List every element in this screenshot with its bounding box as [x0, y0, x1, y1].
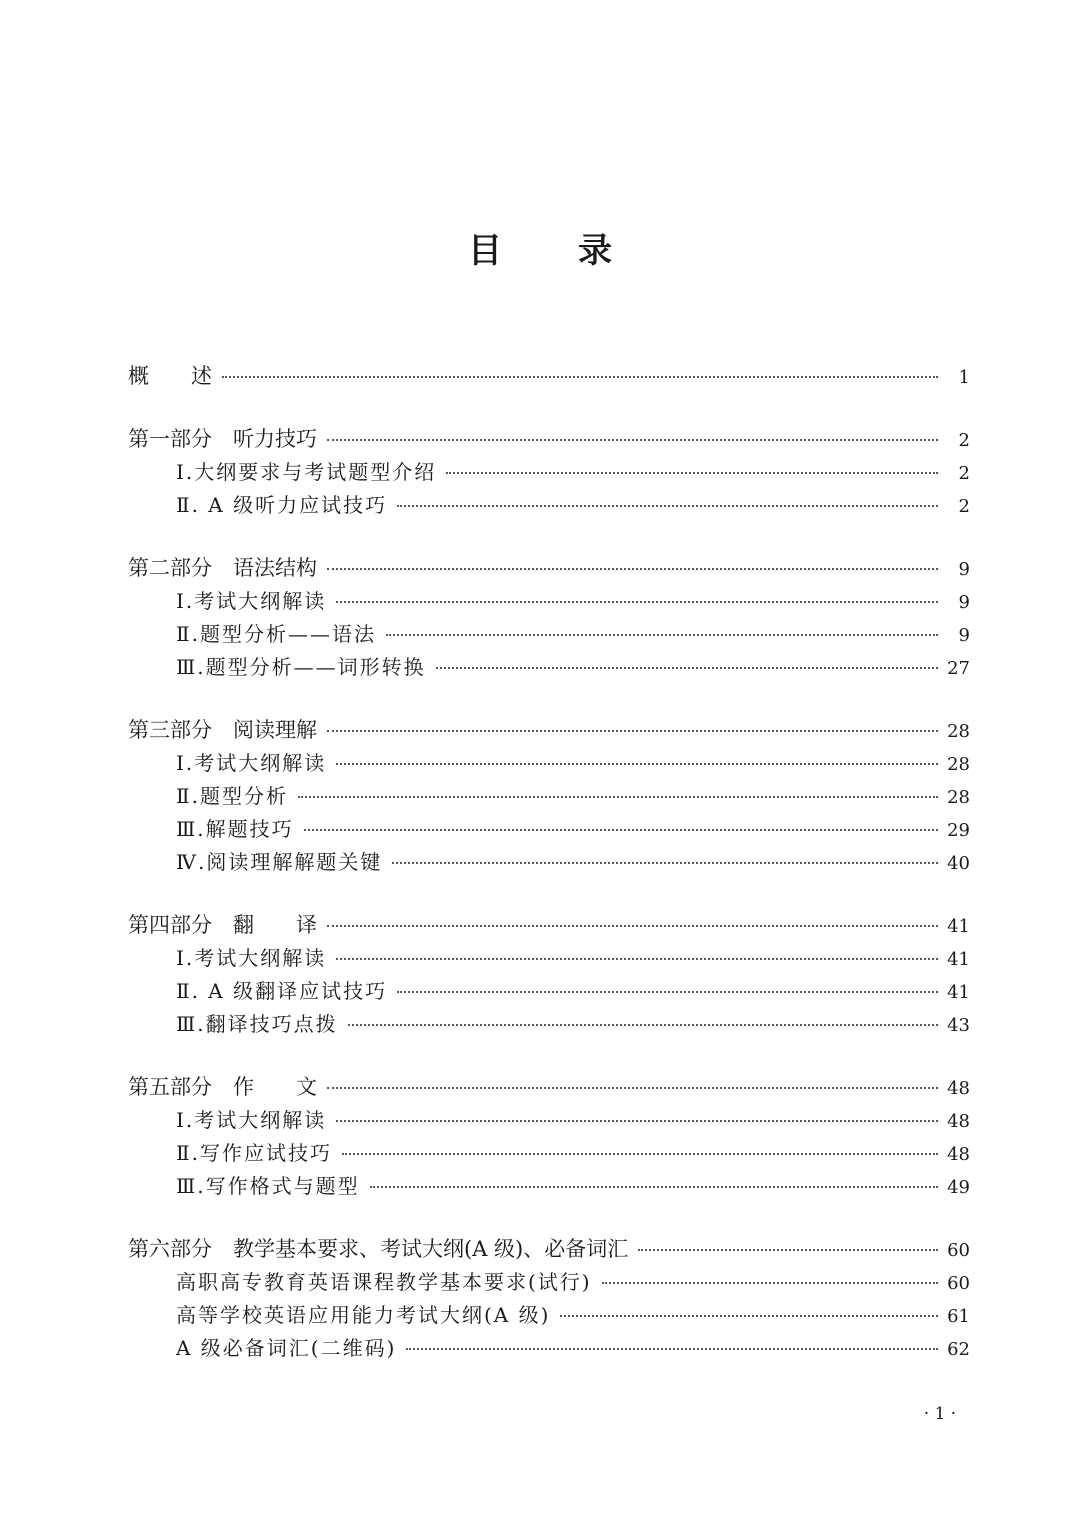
- toc-item-row[interactable]: [128, 618, 970, 651]
- toc-leader-dots: [327, 730, 938, 732]
- toc-page-number: 49: [947, 1177, 970, 1198]
- page-footer-number: · 1 ·: [923, 1404, 957, 1424]
- toc-leader-dots: [342, 1153, 938, 1155]
- toc-item-row[interactable]: [128, 846, 970, 879]
- toc-item-row[interactable]: [128, 1299, 970, 1332]
- toc-heading-row[interactable]: [128, 423, 970, 456]
- toc-leader-dots: [638, 1249, 938, 1251]
- page-title: 目录: [468, 231, 688, 271]
- toc-leader-dots: [446, 472, 938, 474]
- toc-item-label: Ⅰ.大纲要求与考试题型介绍: [176, 460, 437, 484]
- toc-item-label: Ⅱ.写作应试技巧: [176, 1141, 332, 1165]
- toc-page-number: 29: [947, 820, 970, 841]
- toc-section-syllabus: [128, 1233, 970, 1365]
- toc-leader-dots: [304, 829, 938, 831]
- toc-item-label: Ⅲ.题型分析——词形转换: [176, 655, 426, 679]
- toc-page-number: 48: [947, 1078, 970, 1099]
- toc-heading-label: 第五部分 作 文: [128, 1075, 317, 1099]
- toc-heading-row[interactable]: [128, 1233, 970, 1266]
- toc-leader-dots: [336, 1120, 938, 1122]
- toc-item-label: Ⅰ.考试大纲解读: [176, 751, 327, 775]
- toc-leader-dots: [370, 1186, 938, 1188]
- toc-item-row[interactable]: [128, 747, 970, 780]
- toc-item-label: Ⅲ.翻译技巧点拨: [176, 1012, 338, 1036]
- toc-leader-dots: [397, 505, 938, 507]
- toc-page-number: 41: [947, 916, 970, 937]
- toc-item-row[interactable]: [128, 975, 970, 1008]
- toc-item-label: Ⅰ.考试大纲解读: [176, 589, 327, 613]
- toc-page-number: 43: [947, 1015, 970, 1036]
- toc-item-row[interactable]: [128, 585, 970, 618]
- toc-leader-dots: [298, 796, 938, 798]
- toc-heading-label: 第四部分 翻 译: [128, 913, 317, 937]
- toc-page-number: 41: [947, 982, 970, 1003]
- toc-item-label: Ⅲ.写作格式与题型: [176, 1174, 360, 1198]
- toc-item-row[interactable]: [128, 1104, 970, 1137]
- toc-page-number: 62: [947, 1339, 970, 1360]
- toc-item-row[interactable]: [128, 813, 970, 846]
- toc-leader-dots: [560, 1315, 938, 1317]
- toc-item-row[interactable]: [128, 942, 970, 975]
- toc-section-overview: [128, 360, 970, 393]
- toc-page-number: 28: [947, 721, 970, 742]
- toc-page-number: 9: [958, 625, 970, 646]
- toc-page-number: 2: [958, 463, 970, 484]
- toc-item-row[interactable]: [128, 456, 970, 489]
- toc-item-label: A 级必备词汇(二维码): [176, 1336, 397, 1360]
- toc-leader-dots: [222, 376, 938, 378]
- toc-leader-dots: [397, 991, 938, 993]
- toc-heading-row[interactable]: [128, 714, 970, 747]
- toc-page-number: 61: [947, 1306, 970, 1327]
- toc-page-number: 1: [958, 367, 970, 388]
- toc-item-label: Ⅱ. A 级听力应试技巧: [176, 493, 388, 517]
- toc-page-number: 9: [958, 592, 970, 613]
- toc-heading-label: 概 述: [128, 364, 212, 388]
- toc-page-number: 28: [947, 787, 970, 808]
- toc-page-number: 41: [947, 949, 970, 970]
- toc-page-number: 9: [958, 559, 970, 580]
- toc-leader-dots: [327, 925, 938, 927]
- toc-leader-dots: [392, 862, 938, 864]
- toc-section-translation: [128, 909, 970, 1041]
- toc-leader-dots: [336, 763, 938, 765]
- toc-leader-dots: [336, 958, 938, 960]
- toc-heading-label: 第三部分 阅读理解: [128, 718, 317, 742]
- toc-item-label: Ⅰ.考试大纲解读: [176, 946, 327, 970]
- toc-item-label: 高等学校英语应用能力考试大纲(A 级): [176, 1303, 551, 1327]
- toc-item-row[interactable]: [128, 1266, 970, 1299]
- toc-section-grammar: [128, 552, 970, 684]
- toc-item-row[interactable]: [128, 1170, 970, 1203]
- toc-item-label: 高职高专教育英语课程教学基本要求(试行): [176, 1270, 592, 1294]
- toc-item-row[interactable]: [128, 780, 970, 813]
- toc-heading-row[interactable]: [128, 552, 970, 585]
- toc-page-number: 28: [947, 754, 970, 775]
- toc-item-label: Ⅲ.解题技巧: [176, 817, 294, 841]
- toc-page-number: 60: [947, 1273, 970, 1294]
- toc-item-row[interactable]: [128, 651, 970, 684]
- toc-page-number: 40: [947, 853, 970, 874]
- toc-leader-dots: [348, 1024, 938, 1026]
- toc-leader-dots: [406, 1348, 938, 1350]
- toc-heading-label: 第一部分 听力技巧: [128, 427, 317, 451]
- toc-leader-dots: [327, 439, 938, 441]
- toc-heading-row[interactable]: [128, 909, 970, 942]
- toc-heading-row[interactable]: [128, 1071, 970, 1104]
- toc-item-row[interactable]: [128, 1137, 970, 1170]
- toc-leader-dots: [602, 1282, 938, 1284]
- toc-section-reading: [128, 714, 970, 879]
- toc-leader-dots: [336, 601, 938, 603]
- toc-item-row[interactable]: [128, 1332, 970, 1365]
- table-of-contents: [128, 360, 970, 1395]
- toc-section-listening: [128, 423, 970, 522]
- toc-heading-row[interactable]: [128, 360, 970, 393]
- toc-page-number: 2: [958, 496, 970, 517]
- toc-item-row[interactable]: [128, 489, 970, 522]
- toc-leader-dots: [436, 667, 938, 669]
- toc-item-label: Ⅱ.题型分析——语法: [176, 622, 376, 646]
- toc-item-row[interactable]: [128, 1008, 970, 1041]
- toc-page-number: 60: [947, 1240, 970, 1261]
- toc-heading-label: 第二部分 语法结构: [128, 556, 317, 580]
- toc-leader-dots: [327, 1087, 938, 1089]
- toc-item-label: Ⅱ. A 级翻译应试技巧: [176, 979, 388, 1003]
- toc-item-label: Ⅱ.题型分析: [176, 784, 288, 808]
- toc-page-number: 48: [947, 1111, 970, 1132]
- toc-page-number: 48: [947, 1144, 970, 1165]
- toc-item-label: Ⅳ.阅读理解解题关键: [176, 850, 383, 874]
- toc-leader-dots: [327, 568, 938, 570]
- toc-page-number: 2: [958, 430, 970, 451]
- toc-item-label: Ⅰ.考试大纲解读: [176, 1108, 327, 1132]
- toc-heading-label: 第六部分 教学基本要求、考试大纲(A 级)、必备词汇: [128, 1237, 629, 1261]
- toc-page-number: 27: [947, 658, 970, 679]
- toc-leader-dots: [386, 634, 938, 636]
- toc-section-writing: [128, 1071, 970, 1203]
